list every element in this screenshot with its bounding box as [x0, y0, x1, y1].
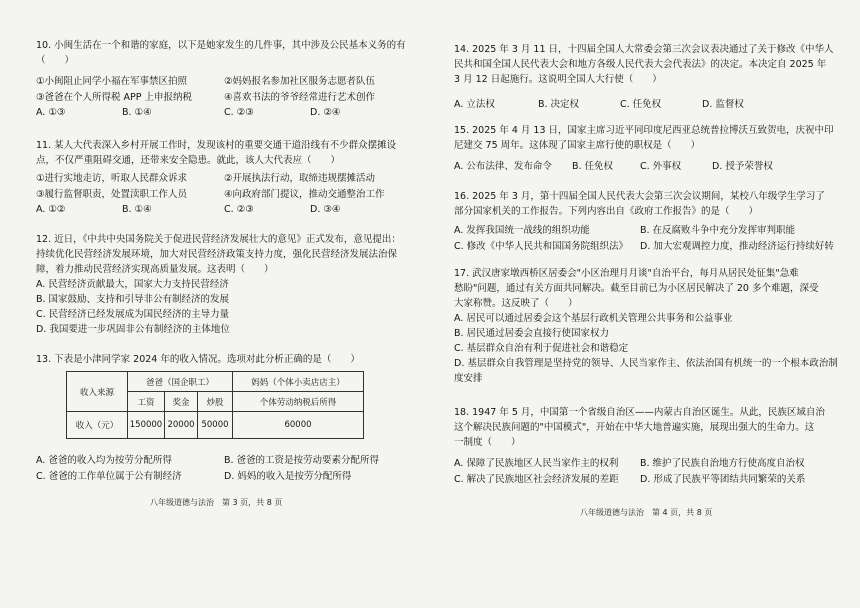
question-16-option-c: C. 修改《中华人民共和国国务院组织法》 — [454, 241, 629, 252]
question-16-option-b: B. 在反腐败斗争中充分发挥审判职能 — [640, 225, 796, 236]
question-11-option-d: D. ③④ — [310, 204, 341, 215]
question-12-choice-b: B. 国家鼓励、支持和引导非公有制经济的发展 — [36, 294, 230, 305]
question-18-option-c: C. 解决了民族地区社会经济发展的差距 — [454, 474, 619, 485]
question-12-choice-d: D. 我国要进一步巩固非公有制经济的主体地位 — [36, 324, 230, 335]
question-13-stem — [36, 352, 360, 367]
question-11-stem-line: 11. 某人大代表深入乡村开展工作时，发现该村的重要交通干道沿线有不少群众摆摊设 — [36, 140, 397, 151]
question-18 — [454, 405, 825, 450]
question-15-option-d: D. 授予荣誉权 — [712, 161, 773, 172]
question-15 — [454, 123, 834, 153]
question-14-option-c: C. 任免权 — [620, 99, 662, 110]
question-16-stem-line: 16. 2025 年 3 月，第十四届全国人民代表大会第三次会议期间，某校八年级学生学习了 — [454, 191, 825, 202]
question-11-item-3: ③履行监督职责，处置渎职工作人员 — [36, 189, 188, 200]
question-10-item-4: ④喜欢书法的爷爷经常进行艺术创作 — [224, 92, 376, 103]
question-12-choice-c: C. 民营经济已经发展成为国民经济的主导力量 — [36, 309, 230, 320]
question-18-stem-line: 这个解决民族问题的"中国模式"，开始在中华大地普遍实施，展现出强大的生命力。这 — [454, 422, 815, 433]
amount-label: 收入（元） — [67, 412, 128, 439]
question-11 — [36, 138, 396, 168]
question-17 — [454, 266, 838, 386]
mom-header: 妈妈（个体小卖店店主） — [233, 372, 364, 392]
question-17-choice-b: B. 居民通过居委会直接行使国家权力 — [454, 328, 610, 339]
dad-bonus-value: 20000 — [165, 412, 198, 439]
question-15-option-c: C. 外事权 — [640, 161, 682, 172]
dad-header: 爸爸（国企职工） — [128, 372, 233, 392]
question-18-option-d: D. 形成了民族平等团结共同繁荣的关系 — [640, 474, 806, 485]
question-15-stem-line: 15. 2025 年 4 月 13 日，国家主席习近平同印度尼西亚总统普拉博沃互致贺电，庆祝中印 — [454, 125, 834, 136]
question-10-option-d: D. ②④ — [310, 107, 341, 118]
question-16-option-d: D. 加大宏观调控力度，推动经济运行持续好转 — [640, 241, 834, 252]
question-14-stem-line: 14. 2025 年 3 月 11 日，十四届全国人大常委会第三次会议表决通过了关于修改《中华人 — [454, 44, 834, 55]
page-footer: 八年级道德与法治 第 3 页，共 8 页 — [150, 498, 283, 507]
question-12-stem-line: 12. 近日，《中共中央国务院关于促进民营经济发展壮大的意见》正式发布，意见提出： — [36, 234, 401, 245]
dad-col-bonus: 奖金 — [165, 392, 198, 412]
question-12-stem-line: 障，着力推动民营经济实现高质量发展。这表明（ ） — [36, 264, 274, 275]
income-source-header: 收入来源 — [67, 372, 128, 412]
question-10-item-2: ②妈妈报名参加社区服务志愿者队伍 — [224, 76, 376, 87]
question-13-choice-d: D. 妈妈的收入是按劳分配所得 — [224, 471, 352, 482]
question-12 — [36, 232, 401, 337]
question-13-choice-a: A. 爸爸的收入均为按劳分配所得 — [36, 455, 172, 466]
question-18-option-a: A. 保障了民族地区人民当家作主的权利 — [454, 458, 619, 469]
question-13-choice-c: C. 爸爸的工作单位属于公有制经济 — [36, 471, 182, 482]
question-10-stem-line: 10. 小闽生活在一个和谐的家庭，以下是她家发生的几件事，其中涉及公民基本义务的有 — [36, 40, 406, 51]
question-10-option-c: C. ②③ — [224, 107, 254, 118]
question-11-stem-line: 点，不仅严重阻碍交通，还带来安全隐患。就此，该人大代表应（ ） — [36, 155, 341, 166]
question-10-item-3: ③爸爸在个人所得税 APP 上申报纳税 — [36, 92, 193, 103]
question-10-item-1: ①小闽阻止同学小福在军事禁区拍照 — [36, 76, 188, 87]
question-17-choice-a: A. 居民可以通过居委会这个基层行政机关管理公共事务和公益事业 — [454, 313, 733, 324]
question-14-option-a: A. 立法权 — [454, 99, 495, 110]
question-15-option-b: B. 任免权 — [572, 161, 614, 172]
question-13-choice-b: B. 爸爸的工资是按劳动要素分配所得 — [224, 455, 380, 466]
question-14-option-b: B. 决定权 — [538, 99, 580, 110]
question-11-item-4: ④向政府部门提议，推动交通整治工作 — [224, 189, 385, 200]
question-16-option-a: A. 发挥我国统一战线的组织功能 — [454, 225, 590, 236]
dad-stocks-value: 50000 — [198, 412, 233, 439]
question-14-stem-line: 3 月 12 日起施行。这说明全国人大行使（ ） — [454, 74, 662, 85]
question-11-option-b: B. ①④ — [122, 204, 152, 215]
question-13-stem-line: 13. 下表是小津同学家 2024 年的收入情况。选项对此分析正确的是（ ） — [36, 354, 360, 365]
question-10 — [36, 38, 406, 68]
question-10-option-b: B. ①④ — [122, 107, 152, 118]
dad-col-stocks: 炒股 — [198, 392, 233, 412]
income-table — [66, 371, 364, 439]
question-18-option-b: B. 维护了民族自治地方行使高度自治权 — [640, 458, 805, 469]
question-17-stem-line: 17. 武汉唐家墩西桥区居委会"小区治理月月谈"自治平台，每月从居民处征集"急难 — [454, 268, 799, 279]
question-11-option-c: C. ②③ — [224, 204, 254, 215]
question-14 — [454, 42, 834, 87]
question-12-choice-a: A. 民营经济贡献最大，国家大力支持民营经济 — [36, 279, 229, 290]
question-11-item-2: ②开展执法行动，取缔违规摆摊活动 — [224, 173, 376, 184]
page-footer: 八年级道德与法治 第 4 页，共 8 页 — [580, 508, 713, 517]
question-18-stem-line: 一制度（ ） — [454, 437, 521, 448]
question-16-stem-line: 部分国家机关的工作报告。下列内容出自《政府工作报告》的是（ ） — [454, 206, 759, 217]
dad-salary-value: 150000 — [128, 412, 165, 439]
question-15-option-a: A. 公布法律、发布命令 — [454, 161, 552, 172]
question-11-item-1: ①进行实地走访，听取人民群众诉求 — [36, 173, 188, 184]
question-14-option-d: D. 监督权 — [702, 99, 744, 110]
question-12-stem-line: 持续优化民营经济发展环境，加大对民营经济政策支持力度，强化民营经济发展法治保 — [36, 249, 398, 260]
question-10-stem-line: （ ） — [36, 55, 75, 66]
question-11-option-a: A. ①② — [36, 204, 66, 215]
question-17-stem-line: 愁盼"问题，通过有关方面共同解决。截至目前已为小区居民解决了 20 多个难题，深受 — [454, 283, 819, 294]
question-17-stem-line: 大家称赞。这反映了（ ） — [454, 298, 578, 309]
question-17-choice-d: D. 基层群众自我管理是坚持党的领导、人民当家作主、依法治国有机统一的一个根本政治制 — [454, 358, 838, 369]
question-15-stem-line: 尼建交 75 周年。这体现了国家主席行使的职权是（ ） — [454, 140, 701, 151]
page-4 — [430, 0, 860, 608]
question-18-stem-line: 18. 1947 年 5 月，中国第一个省级自治区——内蒙古自治区诞生。从此，民族区域自治 — [454, 407, 825, 418]
mom-col-income: 个体劳动纳税后所得 — [233, 392, 364, 412]
question-14-stem-line: 民共和国全国人民代表大会和地方各级人民代表大会代表法》的决定。本决定自 2025 年 — [454, 59, 827, 70]
question-17-choice-c: C. 基层群众自治有利于促进社会和谐稳定 — [454, 343, 629, 354]
dad-col-salary: 工资 — [128, 392, 165, 412]
question-17-choice-d-cont: 度安排 — [454, 373, 483, 384]
mom-income-value: 60000 — [233, 412, 364, 439]
question-10-option-a: A. ①③ — [36, 107, 66, 118]
question-16 — [454, 189, 825, 219]
